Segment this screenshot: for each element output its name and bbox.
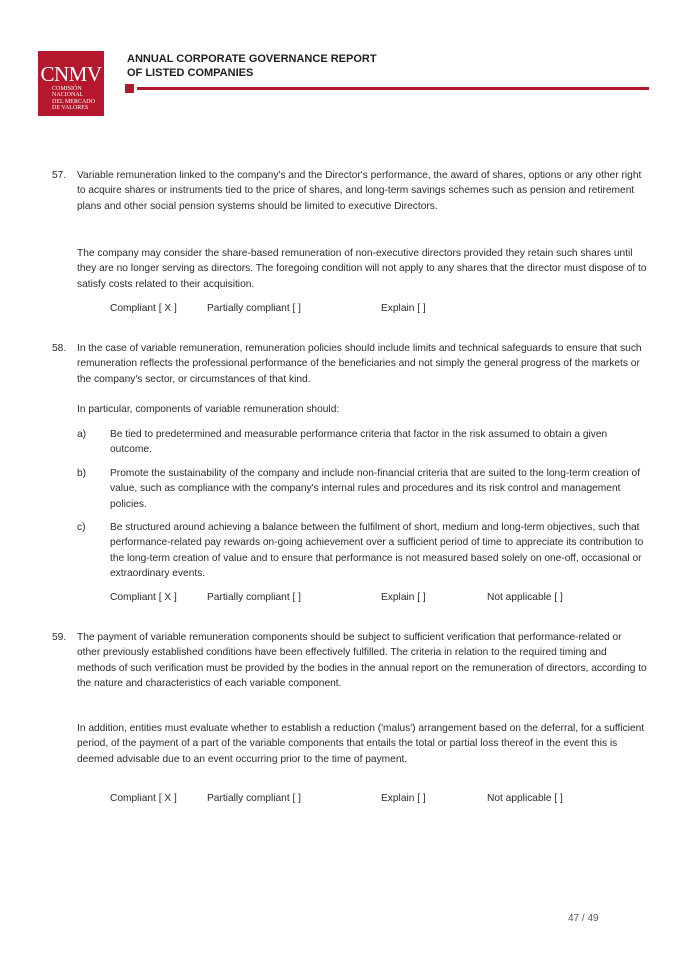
item-c-text: Be structured around achieving a balance between the fulfilment of short, medium and long-term objectives, such that performance-related pay rewards on-going achievement over a sufficient period of time to appreciate its contribution to the long-term creation of value and to ensure that performance is not measured based solely on one-off, occasional or extraordinary events. xyxy=(110,522,644,580)
title-accent-square xyxy=(125,84,134,93)
recommendation-58-text-2: In particular, components of variable remuneration should: xyxy=(77,404,340,415)
r59-not-applicable-option: Not applicable [ ] xyxy=(487,793,563,804)
r57-explain-option: Explain [ ] xyxy=(381,303,426,314)
item-a-letter: a) xyxy=(77,429,87,440)
r58-compliant-option: Compliant [ X ] xyxy=(110,592,177,603)
recommendation-58-text: In the case of variable remuneration, remuneration policies should include limits and technical safeguards to ensure that such remuneration reflects the professional performance of the beneficiaries and not simply the general progress of the markets or the company's sector, or circumstances of that kind. xyxy=(77,343,642,385)
page-number: 47 / 49 xyxy=(568,913,599,924)
item-c-letter: c) xyxy=(77,522,86,533)
logo-subtitle: COMISIÓN NACIONAL DEL MERCADO DE VALORES xyxy=(52,86,95,112)
item-b-letter: b) xyxy=(77,468,87,479)
recommendation-57-number: 57. xyxy=(52,170,67,181)
recommendation-58-number: 58. xyxy=(52,343,67,354)
recommendation-59-text: The payment of variable remuneration components should be subject to sufficient verification that performance-related or other previously established conditions have been effectively fulfilled. The criteria in relation to the required timing and methods of such verification must be provided by the bodies in the annual report on the remuneration of directors, according to the nature and characteristics of each variable component. xyxy=(77,632,647,690)
r57-compliant-option: Compliant [ X ] xyxy=(110,303,177,314)
recommendation-59-text-2: In addition, entities must evaluate whether to establish a reduction ('malus') arrangement based on the deferral, for a sufficient period, of the payment of a part of the variable components that entails the total or partial loss thereof in the event this is deemed advisable due to an event occurring prior to the time of payment. xyxy=(77,723,645,765)
r59-explain-option: Explain [ ] xyxy=(381,793,426,804)
item-a-text: Be tied to predetermined and measurable performance criteria that factor in the risk assumed to obtain a given outcome. xyxy=(110,429,608,456)
report-title: ANNUAL CORPORATE GOVERNANCE REPORT OF LISTED COMPANIES xyxy=(127,53,377,79)
r59-partially-compliant-option: Partially compliant [ ] xyxy=(207,793,301,804)
r58-partially-compliant-option: Partially compliant [ ] xyxy=(207,592,301,603)
recommendation-59-number: 59. xyxy=(52,632,67,643)
cnmv-logo xyxy=(38,51,104,116)
recommendation-57-text: Variable remuneration linked to the company's and the Director's performance, the award of shares, options or any other right to acquire shares or instruments tied to the price of shares, and long-term savings schemes such as pension and retirement plans and other social pension systems should be limited to executive Directors. xyxy=(77,170,642,212)
title-divider xyxy=(137,87,649,90)
item-b-text: Promote the sustainability of the company and include non-financial criteria that are suited to the long-term creation of value, such as compliance with the company's internal rules and procedures and its risk control and management policies. xyxy=(110,468,641,510)
recommendation-57-text-2: The company may consider the share-based remuneration of non-executive directors provided they retain such shares until they are no longer serving as directors. The foregoing condition will not apply to any shares that the director must dispose of to satisfy costs related to their acquisition. xyxy=(77,248,647,290)
logo-mark: CNMV xyxy=(40,62,102,86)
r59-compliant-option: Compliant [ X ] xyxy=(110,793,177,804)
r58-not-applicable-option: Not applicable [ ] xyxy=(487,592,563,603)
r58-explain-option: Explain [ ] xyxy=(381,592,426,603)
r57-partially-compliant-option: Partially compliant [ ] xyxy=(207,303,301,314)
